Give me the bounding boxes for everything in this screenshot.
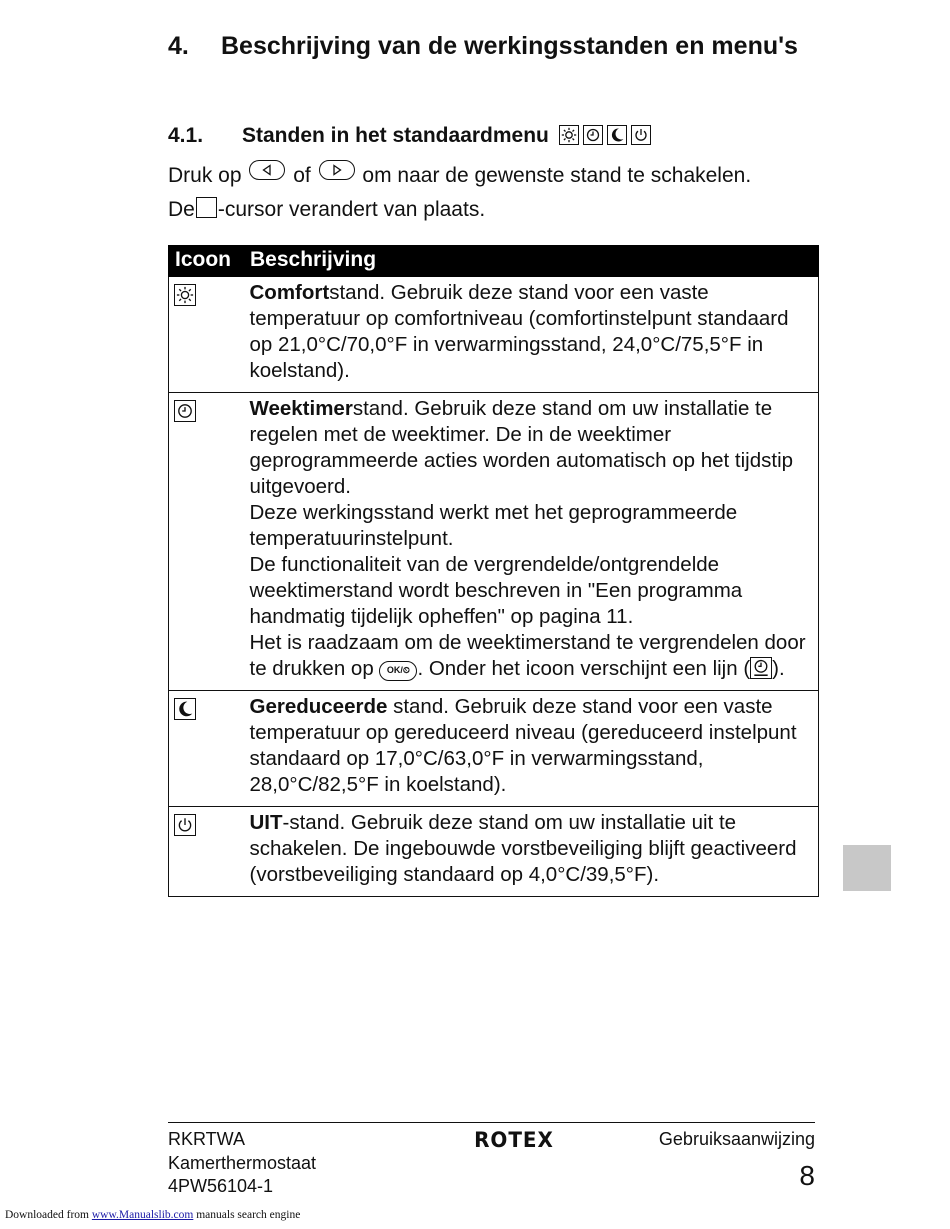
table-row xyxy=(169,807,819,897)
brand-logo: ROTEX xyxy=(474,1128,554,1152)
moon-icon xyxy=(174,698,196,720)
column-header-description: Beschrijving xyxy=(244,246,819,277)
column-header-icon: Icoon xyxy=(169,246,244,277)
intro-text: of xyxy=(293,164,311,187)
mode-description: stand. Gebruik deze stand voor een vaste temperatuur op comfortniveau (comfortinstelpunt standaard op 21,0°C/70,0°F in verwarmingsstand, 24,0°C/75,5°F in koelstand). xyxy=(249,281,789,382)
icon-cell xyxy=(169,807,244,897)
mode-description: -stand. Gebruik deze stand om uw installatie uit te schakelen. De ingebouwde vorstbeveiliging blijft geactiveerd (vorstbeveiliging standaard op 4,0°C/39,5°F). xyxy=(249,811,797,886)
moon-icon xyxy=(607,125,627,145)
mode-name: Weektimer xyxy=(249,397,353,420)
paragraph-text: Het is raadzaam om de weektimerstand te vergrendelen door te drukken op xyxy=(249,631,806,680)
paragraph: Deze werkingsstand werkt met het geprogrammeerde temperatuurinstelpunt. xyxy=(249,501,738,550)
table-row xyxy=(169,691,819,807)
footer-left xyxy=(168,1128,316,1199)
sun-icon xyxy=(174,284,196,306)
paragraph xyxy=(250,630,813,682)
subsection-number: 4.1. xyxy=(168,124,204,147)
cursor-box-icon xyxy=(196,197,217,218)
right-arrow-button-icon xyxy=(319,160,355,180)
chapter-side-tab xyxy=(843,845,891,891)
table-row xyxy=(169,393,819,691)
description-cell xyxy=(244,393,819,691)
clock-underlined-icon xyxy=(750,657,772,679)
model-code: RKRTWA xyxy=(168,1129,246,1149)
description-cell xyxy=(244,277,819,393)
table-header-row xyxy=(169,246,819,277)
manualslib-link[interactable]: www.Manualslib.com xyxy=(91,1209,194,1221)
mode-description: stand. Gebruik deze stand om uw installatie te regelen met de weektimer. De in de weektimer geprogrammeerde acties worden automatisch op het tijdstip uitgevoerd. xyxy=(249,397,794,498)
description-cell xyxy=(244,807,819,897)
intro-text: De xyxy=(168,198,195,221)
subsection-heading xyxy=(168,122,651,150)
intro-text: Druk op xyxy=(168,164,242,187)
download-notice xyxy=(5,1209,300,1221)
document-code: 4PW56104-1 xyxy=(168,1176,274,1196)
paragraph-text: ). xyxy=(772,657,785,680)
intro-text: -cursor verandert van plaats. xyxy=(217,198,486,221)
mode-description: stand. Gebruik deze stand voor een vaste temperatuur op gereduceerd niveau (gereduceerd instelpunt standaard op 17,0°C/63,0°F in verwarmingsstand, 28,0°C/82,5°F in koelstand). xyxy=(249,695,797,796)
document-type: Gebruiksaanwijzing xyxy=(658,1129,815,1149)
power-icon xyxy=(631,125,651,145)
section-title: Beschrijving van de werkingsstanden en menu's xyxy=(221,32,798,60)
footer-divider xyxy=(168,1122,815,1123)
download-prefix: Downloaded from xyxy=(5,1209,89,1221)
icon-cell xyxy=(169,393,244,691)
modes-table xyxy=(168,245,819,897)
intro-line-1 xyxy=(168,160,751,190)
subsection-title: Standen in het standaardmenu xyxy=(242,124,549,147)
left-arrow-button-icon xyxy=(249,160,285,180)
table-row xyxy=(169,277,819,393)
sun-icon xyxy=(559,125,579,145)
paragraph xyxy=(250,396,813,500)
ok-button-icon: OK/⏲ xyxy=(379,661,417,681)
mode-name: Comfort xyxy=(249,281,330,304)
page-number: 8 xyxy=(799,1160,815,1191)
clock-icon xyxy=(583,125,603,145)
mode-name: Gereduceerde xyxy=(249,695,388,718)
mode-name: UIT xyxy=(249,811,283,834)
power-icon xyxy=(174,814,196,836)
paragraph: De functionaliteit van de vergrendelde/ontgrendelde weektimerstand wordt beschreven in "Een programma handmatig tijdelijk opheffen" op pagina 11. xyxy=(249,553,743,628)
icon-cell xyxy=(169,277,244,393)
description-cell xyxy=(244,691,819,807)
download-suffix: manuals search engine xyxy=(196,1209,301,1221)
product-name: Kamerthermostaat xyxy=(168,1152,317,1173)
paragraph-text: . Onder het icoon verschijnt een lijn ( xyxy=(417,657,751,680)
intro-line-2 xyxy=(168,196,485,224)
icon-cell xyxy=(169,691,244,807)
section-number: 4. xyxy=(168,32,189,60)
intro-text: om naar de gewenste stand te schakelen. xyxy=(362,164,752,187)
clock-icon xyxy=(174,400,196,422)
